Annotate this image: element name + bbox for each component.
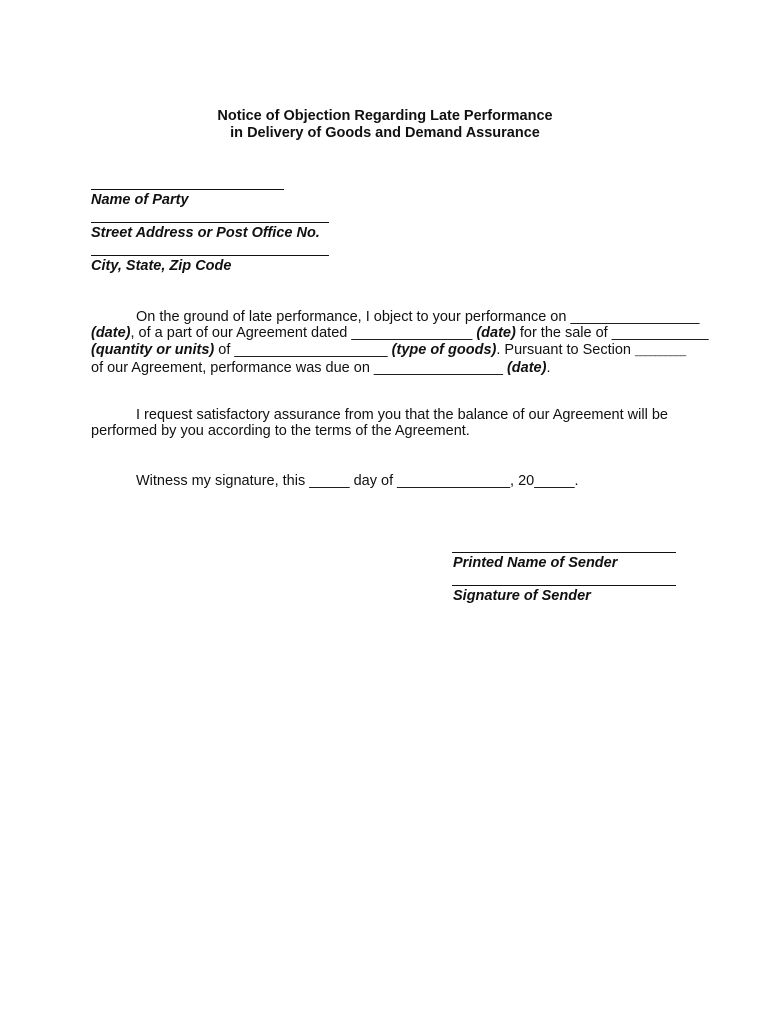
assurance-line-2: performed by you according to the terms of the Agreement. — [91, 423, 470, 440]
signature-line[interactable] — [452, 585, 676, 586]
title-line-2: in Delivery of Goods and Demand Assurance — [230, 124, 540, 141]
objection-paragraph — [91, 309, 709, 376]
printed-name-line[interactable] — [452, 552, 676, 553]
objection-line-4: of our Agreement, performance was due on ________________ (date). — [91, 359, 551, 376]
assurance-line-1: I request satisfactory assurance from you that the balance of our Agreement will be — [136, 407, 668, 423]
title-line-1: Notice of Objection Regarding Late Performance — [217, 108, 553, 124]
name-of-party-label: Name of Party — [91, 192, 189, 208]
objection-line-2: (date), of a part of our Agreement dated _______________ (date) for the sale of ____________ — [91, 325, 709, 342]
document-title — [0, 108, 770, 141]
objection-line-1: On the ground of late performance, I object to your performance on ________________ — [136, 309, 700, 325]
assurance-paragraph — [91, 407, 691, 440]
objection-line-3: (quantity or units) of ___________________ (type of goods). Pursuant to Section __________ — [91, 341, 686, 358]
signature-label: Signature of Sender — [453, 588, 591, 604]
city-state-zip-label: City, State, Zip Code — [91, 258, 232, 274]
witness-line: Witness my signature, this _____ day of ______________, 20_____. — [136, 473, 579, 489]
name-of-party-line[interactable] — [91, 189, 284, 190]
street-address-line[interactable] — [91, 222, 329, 223]
city-state-zip-line[interactable] — [91, 255, 329, 256]
street-address-label: Street Address or Post Office No. — [91, 225, 320, 241]
printed-name-label: Printed Name of Sender — [453, 555, 618, 571]
witness-paragraph — [91, 473, 691, 489]
